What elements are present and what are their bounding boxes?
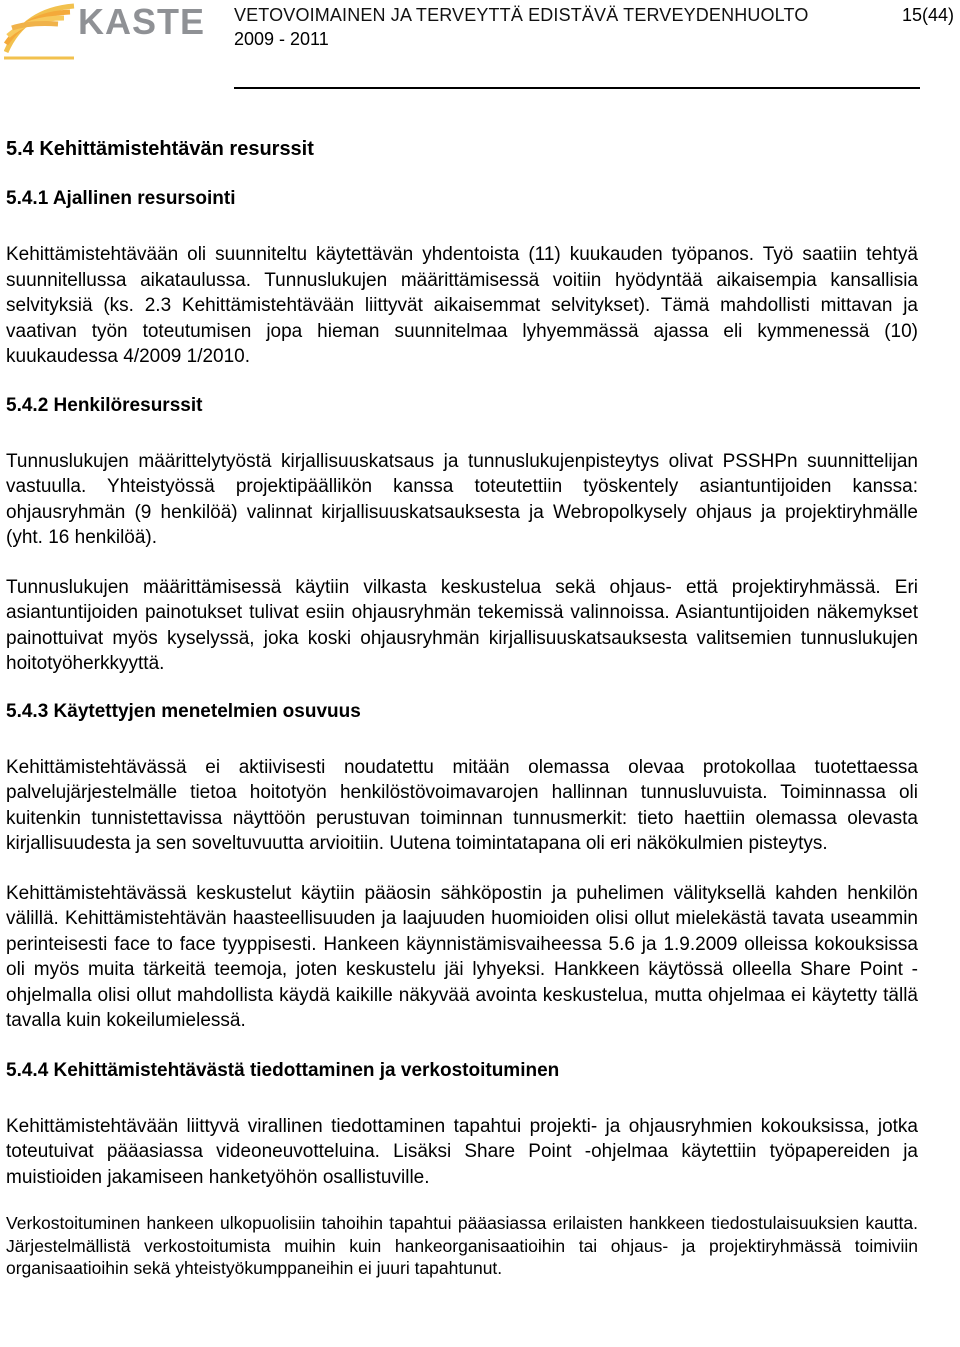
document-body [6,136,918,1280]
paragraph: Kehittämistehtävässä ei aktiivisesti noudatettu mitään olemassa olevaa protokollaa tuotettaessa palvelujärjestelmälle tietoa hoitotyön henkilöstövoimavarojen hallinnan tunnusluvuista. Toiminnassa oli kuitenkin tunnistettavissa näyttöön perustuvan toiminnan tunnusmerkit: tieto haettiin olemassa olevasta kirjallisuudesta ja sen soveltuvuutta arvioitiin. Uutena toimintatapana oli eri näkökulmien pisteytys. [6,756,918,854]
header-rule [234,87,920,89]
paragraph: Kehittämistehtävässä keskustelut käytiin pääosin sähköpostin ja puhelimen välityksellä kahden henkilön välillä. Kehittämistehtävän haasteellisuuden ja laajuuden huomioiden olisi ollut mielekästä tavata useammin perinteisesti face to face tyyppisesti. Hankeen käynnistämisvaiheessa 5.6 ja 1.9.2009 olleissa kokouksissa oli myös muita tärkeitä teemoja, joten keskustelu jäi lyhyeksi. Hankkeen käytössä olleella Share Point -ohjelmalla olisi ollut mahdollista käydä kaikille näkyvää avointa keskustelua, mutta ohjelmaa ei käytetty tällä tavalla kuin kokeilumielessä. [6,882,918,1031]
paragraph: Tunnuslukujen määrittelytyöstä kirjallisuuskatsaus ja tunnuslukujenpisteytys olivat PSSHPn suunnittelijan vastuulla. Yhteistyössä projektipäällikön kanssa toteutettiin työskentely asiantuntijoiden kanssa: ohjausryhmän (9 henkilöä) valinnat kirjallisuuskatsauksesta ja Webropolkysely ohjaus ja projektiryhmälle (yht. 16 henkilöä). [6,450,918,548]
subsection-heading-542: 5.4.2 Henkilöresurssit [6,394,203,416]
subsection-heading-541: 5.4.1 Ajallinen resursointi [6,188,236,209]
page-number: 15(44) [901,5,954,25]
subsection-heading-544: 5.4.4 Kehittämistehtävästä tiedottaminen ja verkostoituminen [6,1059,560,1081]
header-title: VETOVOIMAINEN JA TERVEYTTÄ EDISTÄVÄ TERVEYDENHUOLTO [234,5,809,25]
paragraph: Kehittämistehtävään oli suunniteltu käytettävän yhdentoista (11) kuukauden työpanos. Työ saatiin tehtyä suunnitellussa aikataulussa. Tunnuslukujen määrittämisessä voitiin hyödyntää aikaisempia kansallisia selvityksiä (ks. 2.3 Kehittämistehtävään liittyvät aikaisemmat selvitykset). Tämä mahdollisti mittavan ja vaativan työn toteutumisen jopa hieman suunnitelmaa lyhyemmässä ajassa eli kymmenessä (10) kuukaudessa 4/2009 1/2010. [6,244,918,367]
logo-text: KASTE [78,1,206,42]
paragraph: Verkostoituminen hankeen ulkopuolisiin tahoihin tapahtui pääasiassa erilaisten hankkeen tiedostulaisuuksien kautta. Järjestelmällistä verkostoitumista muihin kuin hankeorganisaatioihin tai ohjaus- ja projektiryhmässä toimiviin organisaatioihin sekä yhteistyökumppaneihin ei juuri tapahtunut. [6,1213,918,1278]
header-years: 2009 - 2011 [234,29,329,49]
paragraph: Kehittämistehtävään liittyvä virallinen tiedottaminen tapahtui projekti- ja ohjausryhmien kokouksissa, jotka toteutuivat pääasiassa videoneuvotteluina. Lisäksi Share Point -ohjelmaa käytettiin työpapereiden ja muistioiden jakamiseen hanketyöhön osallistuville. [6,1115,918,1188]
paragraph: Tunnuslukujen määrittämisessä käytiin vilkasta keskustelua sekä ohjaus- että projektiryhmässä. Eri asiantuntijoiden painotukset tulivat esiin ohjausryhmän tekemissä valinnoissa. Asiantuntijoiden näkemykset painottuivat myös kyselyssä, joka koski ohjausryhmän kirjallisuuskatsauksesta valitsemien tunnuslukujen hoitotyöherkkyyttä. [6,576,918,674]
section-heading: 5.4 Kehittämistehtävän resurssit [6,138,314,160]
subsection-heading-543: 5.4.3 Käytettyjen menetelmien osuvuus [6,700,361,722]
